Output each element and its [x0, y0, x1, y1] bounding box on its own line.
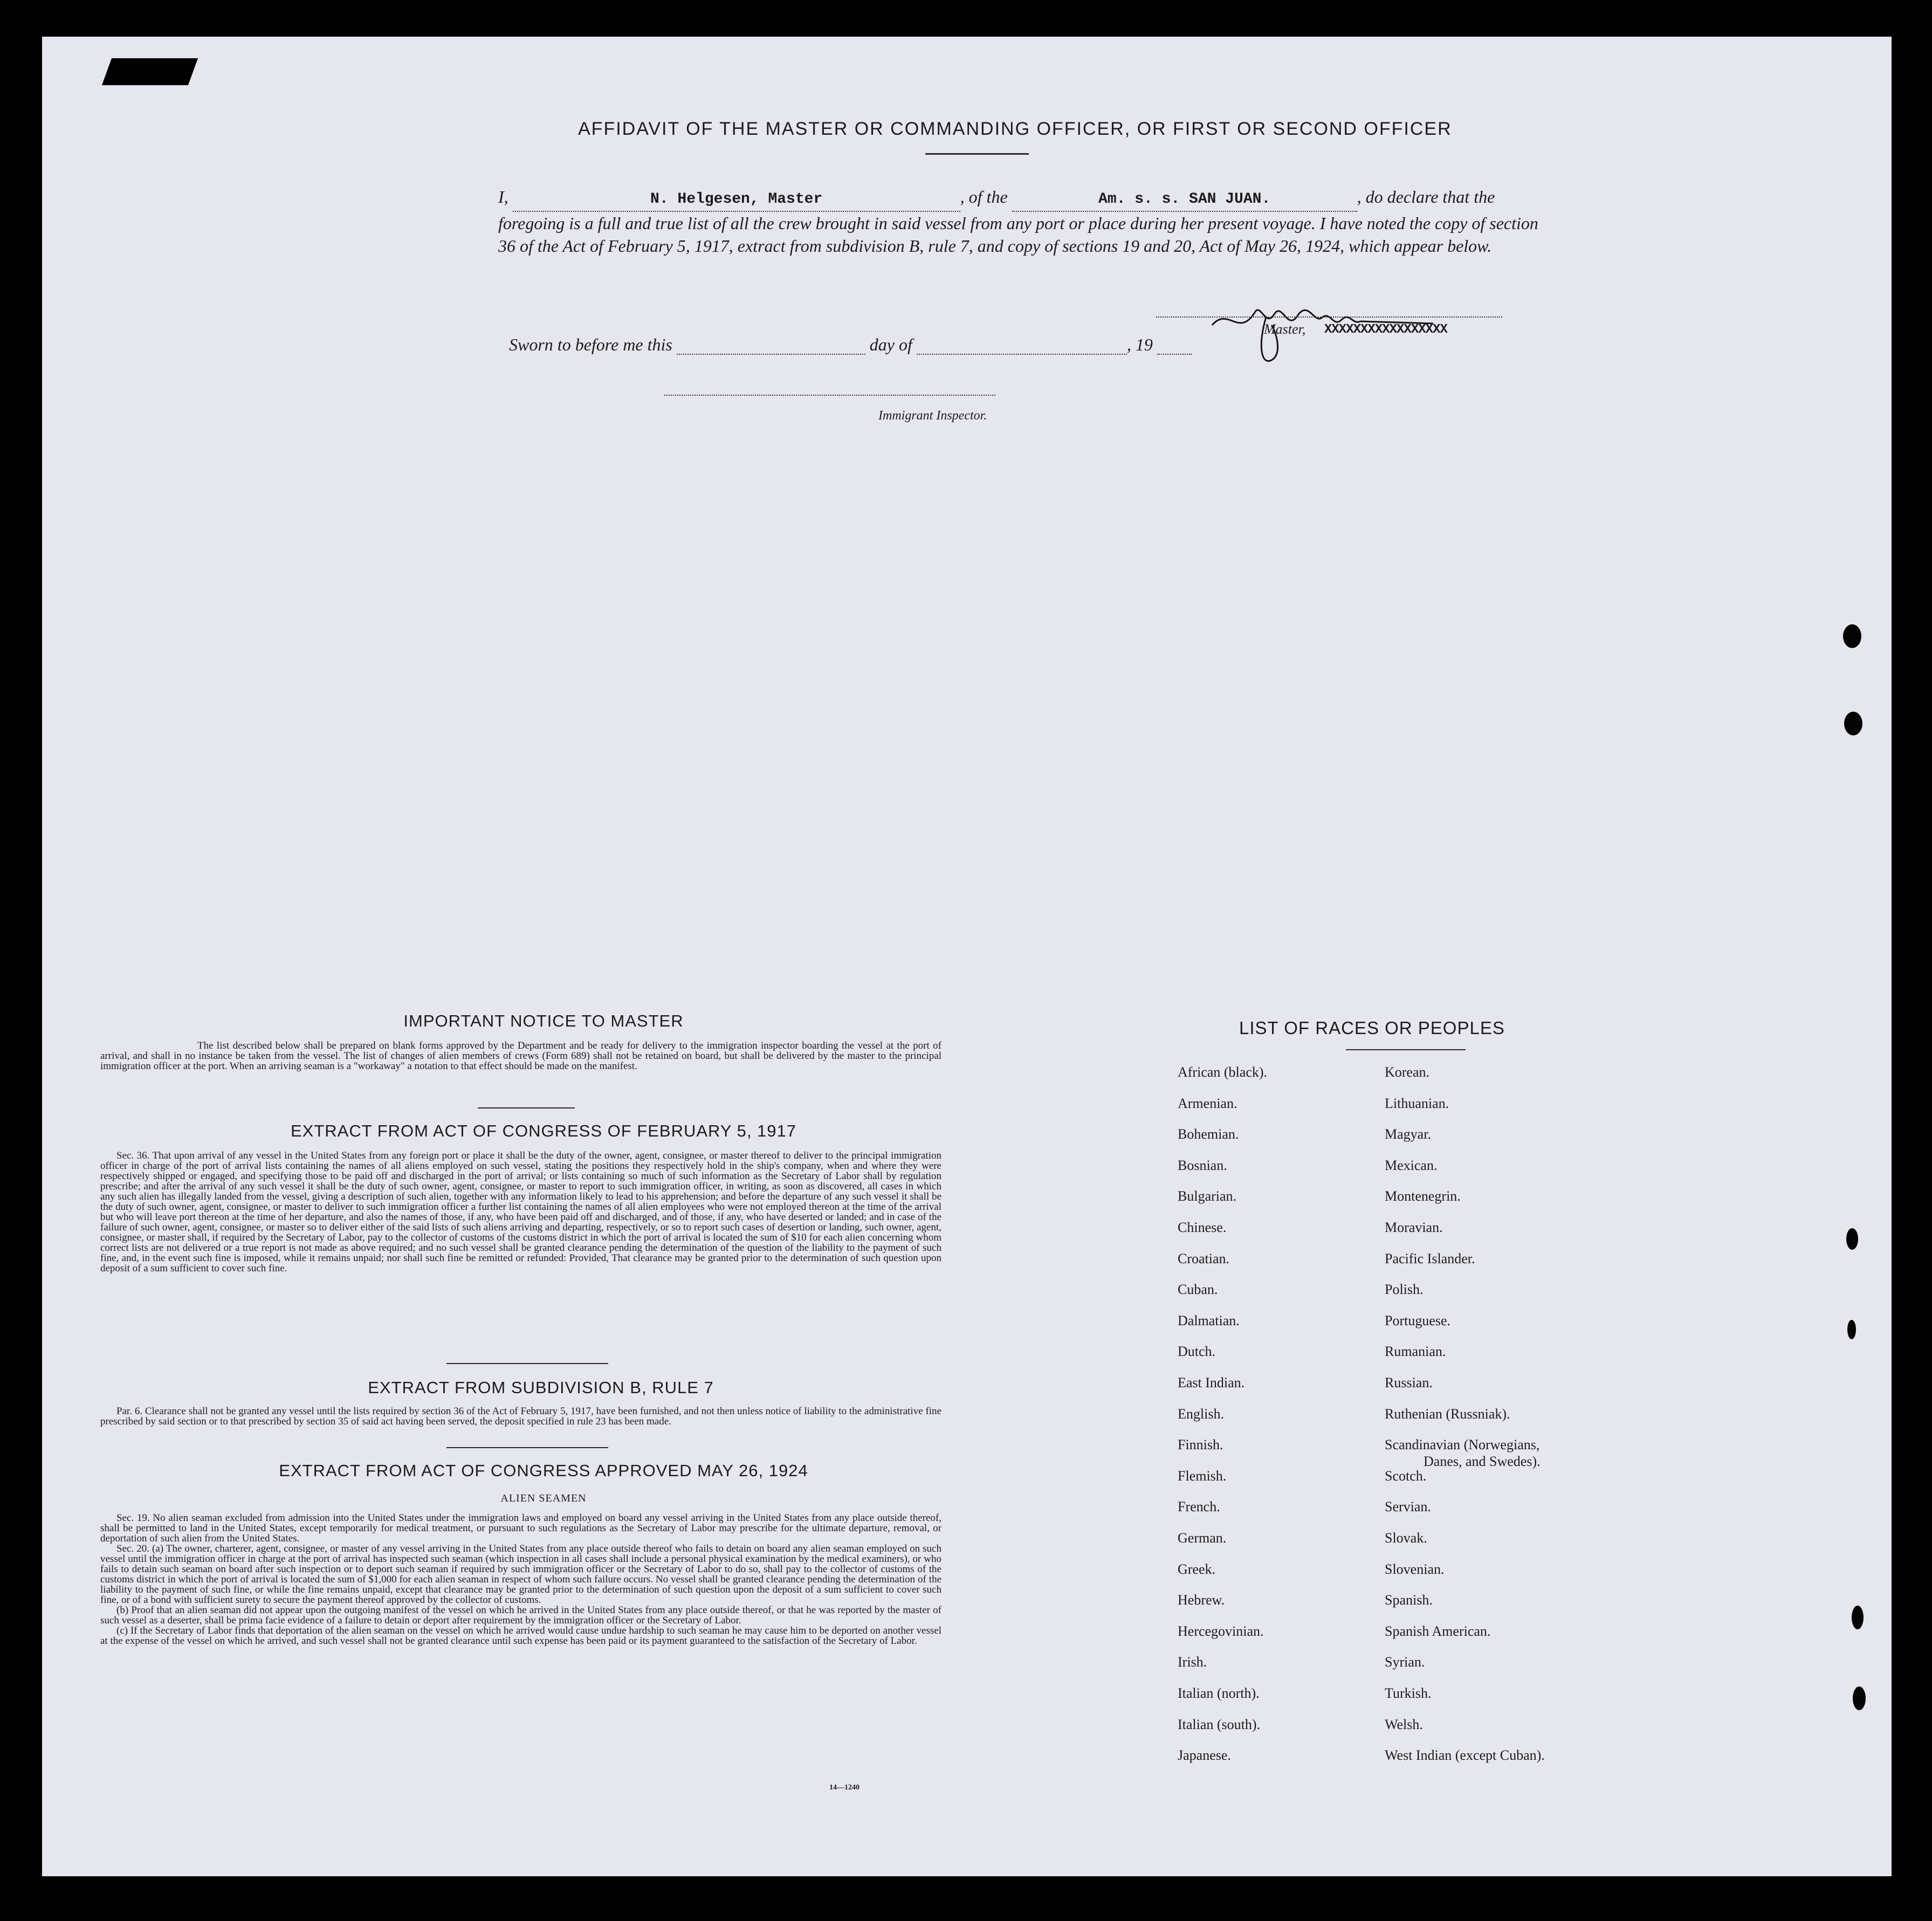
- signature-line: [1156, 316, 1502, 319]
- race-left-item: Croatian.: [1178, 1251, 1230, 1266]
- punch-hole: [1846, 1228, 1858, 1250]
- form-number: 14—1240: [829, 1784, 860, 1792]
- race-right-item: Welsh.: [1385, 1717, 1423, 1732]
- race-right-item: Scotch.: [1385, 1468, 1427, 1484]
- punch-hole: [1844, 712, 1862, 735]
- race-right-item: Turkish.: [1385, 1685, 1432, 1701]
- year-prefix: , 19: [1126, 335, 1153, 354]
- extract-rule7-text: Par. 6. Clearance shall not be granted any vessel until the lists required by section 36 of the Act of February 5, 1917, have been furnished, and not then unless notice of liability to the administrative fine prescribed by said section or to that prescribed by section 35 of said act having been served, the deposit specified in rule 23 has been made.: [100, 1406, 941, 1427]
- notice-text: The list described below shall be prepared on blank forms approved by the Department and be ready for delivery to the immigration inspector boarding the vessel at the port of arrival, and shall in no instance be taken from the vessel. The list of changes of alien members of crews (Form 689) shall not be retained on board, but shall be delivered by the master to the principal immigration officer at the port. When an arriving seaman is a "workaway" a notation to that effect should be made on the manifest.: [100, 1040, 941, 1072]
- race-left-item: Greek.: [1178, 1561, 1216, 1577]
- divider: [446, 1363, 608, 1364]
- punch-hole: [1853, 1686, 1866, 1710]
- race-left-item: Italian (south).: [1178, 1717, 1261, 1732]
- race-right-item: Magyar.: [1385, 1126, 1431, 1142]
- section-20b-text: (b) Proof that an alien seaman did not appear upon the outgoing manifest of the vessel on which he arrived in the United States from any place outside thereof, or that he was reported by the master of such vessel as a deserter, shall be prima facie evidence of a failure to detain or deport after requirement by the immigration officer or the Secretary of Labor.: [100, 1605, 941, 1626]
- sworn-line: [509, 335, 1192, 355]
- of-the-label: , of the: [960, 187, 1008, 206]
- divider: [478, 1107, 575, 1108]
- race-right-item: Rumanian.: [1385, 1344, 1446, 1359]
- divider: [446, 1447, 608, 1448]
- declaration-body: that the foregoing is a full and true list of all the crew brought in said vessel from any port or place during her present voyage. I have noted the copy of section 36 of the Act of February 5, 1917, extract from subdivision B, rule 7, and copy of sections 19 and 20, Act of May 26, 1924, which appear below.: [498, 187, 1538, 256]
- notice-title: IMPORTANT NOTICE TO MASTER: [403, 1011, 684, 1030]
- i-label: I,: [498, 187, 508, 206]
- extract-1924-title: EXTRACT FROM ACT OF CONGRESS APPROVED MAY 26, 1924: [279, 1461, 808, 1480]
- race-right-item: Spanish American.: [1385, 1623, 1491, 1639]
- punch-hole: [1852, 1606, 1864, 1629]
- race-left-item: English.: [1178, 1406, 1224, 1422]
- master-name-field[interactable]: N. Helgesen, Master: [513, 188, 960, 212]
- race-right-item: Moravian.: [1385, 1220, 1443, 1235]
- race-left-item: Bohemian.: [1178, 1126, 1239, 1142]
- race-left-item: Irish.: [1178, 1654, 1207, 1670]
- race-left-item: Italian (north).: [1178, 1685, 1260, 1701]
- race-right-item: Servian.: [1385, 1499, 1431, 1514]
- race-scandinavian-continued: Danes, and Swedes).: [1424, 1454, 1541, 1469]
- race-right-item: Russian.: [1385, 1375, 1433, 1390]
- race-left-item: Dutch.: [1178, 1344, 1216, 1359]
- race-left-item: Finnish.: [1178, 1437, 1223, 1452]
- inspector-signature-line: [664, 395, 995, 396]
- document-page: [42, 37, 1892, 1876]
- race-right-item: Syrian.: [1385, 1654, 1425, 1670]
- race-left-item: Bosnian.: [1178, 1158, 1227, 1173]
- race-right-item: Lithuanian.: [1385, 1096, 1449, 1111]
- title-divider: [925, 153, 1029, 155]
- race-left-item: Flemish.: [1178, 1468, 1227, 1484]
- punch-hole: [1847, 1320, 1856, 1339]
- race-left-item: African (black).: [1178, 1064, 1268, 1080]
- section-20a-text: Sec. 20. (a) The owner, charterer, agent, consignee, or master of any vessel arriving in the United States from any place outside thereof who fails to detain on board any alien seaman employed on such vessel until the immigration officer in charge at the port of arrival has inspected such seaman (which inspection in all cases shall include a personal physical examination by the medical examiners), or who fails to detain such seaman on board after such inspection or to deport such seaman if required by such immigration officer or the Secretary of Labor to do so, shall pay to the collector of customs of the customs district in which the port of arrival is located the sum of $1,000 for each alien seaman in respect of whom such failure occurs. No vessel shall be granted clearance pending the determination of the liability to the payment of such fine, or while the fine remains unpaid, except that clearance may be granted prior to the determination of such question upon the deposit of a sum sufficient to cover such fine, or of a bond with sufficient surety to secure the payment thereof approved by the collector of customs.: [100, 1543, 941, 1606]
- race-right-item: West Indian (except Cuban).: [1385, 1747, 1545, 1763]
- race-left-item: East Indian.: [1178, 1375, 1245, 1390]
- race-right-item: Slovak.: [1385, 1530, 1427, 1546]
- race-right-item: Portuguese.: [1385, 1313, 1451, 1328]
- extract-1917-title: EXTRACT FROM ACT OF CONGRESS OF FEBRUARY 5, 1917: [290, 1121, 797, 1140]
- race-left-item: Hercegovinian.: [1178, 1623, 1264, 1639]
- race-left-item: Cuban.: [1178, 1282, 1218, 1297]
- struck-title-text: XXXXXXXXXXXXXXXXX: [1324, 322, 1447, 337]
- race-right-item: Spanish.: [1385, 1592, 1433, 1608]
- extract-rule7-title: EXTRACT FROM SUBDIVISION B, RULE 7: [368, 1378, 714, 1397]
- do-declare-label: , do declare: [1357, 187, 1439, 206]
- race-left-item: Dalmatian.: [1178, 1313, 1240, 1328]
- extract-1924-text: [100, 1513, 941, 1646]
- day-of-label: day of: [869, 335, 912, 354]
- race-right-item: Ruthenian (Russniak).: [1385, 1406, 1510, 1422]
- race-right-item: Mexican.: [1385, 1158, 1438, 1173]
- race-right-item: Korean.: [1385, 1064, 1430, 1080]
- race-left-item: Hebrew.: [1178, 1592, 1225, 1608]
- declaration-paragraph: [498, 185, 1539, 257]
- sworn-year-field[interactable]: [1157, 339, 1192, 355]
- race-right-item: Montenegrin.: [1385, 1188, 1461, 1204]
- race-left-item: Japanese.: [1178, 1747, 1231, 1763]
- vessel-name-field[interactable]: Am. s. s. SAN JUAN.: [1012, 188, 1357, 212]
- races-divider: [1346, 1049, 1466, 1050]
- race-left-item: French.: [1178, 1499, 1220, 1514]
- race-left-item: Chinese.: [1178, 1220, 1227, 1235]
- race-right-item: Polish.: [1385, 1282, 1424, 1297]
- race-right-item: Pacific Islander.: [1385, 1251, 1475, 1266]
- section-20c-text: (c) If the Secretary of Labor finds that deportation of the alien seaman on the vessel on which he arrived would cause undue hardship to such seaman he may cause him to be deported on another vessel at the expense of the vessel on which he arrived, and such vessel shall not be granted clearance until such expense has been paid or its payment guaranteed to the satisfaction of the Secretary of Labor.: [100, 1625, 941, 1647]
- punch-hole: [1843, 624, 1861, 648]
- extract-1917-text: Sec. 36. That upon arrival of any vessel in the United States from any foreign port or place it shall be the duty of the owner, agent, consignee, or master thereof to deliver to the principal immigration officer in charge of the port of arrival lists containing the names of all aliens employed on such vessel, stating the positions they respectively hold in the ship's company, when and where they were respectively shipped or engaged, and specifying those to be paid off and discharged in the port of arrival; or lists containing so much of such information as the Secretary of Labor shall by regulation prescribe; and after the arrival of any such vessel it shall be the duty of such owner, agent, consignee, or master to report to such immigration officer, in writing, as soon as discovered, all cases in which any such alien has illegally landed from the vessel, giving a description of such alien, together with any information likely to lead to his apprehension; and before the departure of any such vessel it shall be the duty of such owner, agent, consignee, or master to deliver to such immigration officer a further list containing the names of all alien employees who were not employed thereon at the time of the arrival but who will leave port thereon at the time of her departure, and also the names of those, if any, who have been paid off and discharged, and of those, if any, who have deserted or landed; and in case of the failure of such owner, agent, consignee, or master so to deliver either of the said lists of such aliens arriving and departing, respectively, or so to report such cases of desertion or landing, such owner, agent, consignee, or master shall, if required by the Secretary of Labor, pay to the collector of customs of the customs district in which the port of arrival is located the sum of $10 for each alien concerning whom correct lists are not delivered or a true report is not made as above required; and no such vessel shall be granted clearance pending the determination of the question of the liability to the payment of such fine, and, in the event such fine is imposed, while it remains unpaid; nor shall such fine be remitted or refunded: Provided, That clearance may be granted prior to the determination of such question upon deposit of a sum sufficient to cover such fine.: [100, 1150, 941, 1274]
- master-label: Master,: [1264, 321, 1306, 337]
- race-left-item: Armenian.: [1178, 1096, 1237, 1111]
- sworn-day-field[interactable]: [677, 339, 865, 355]
- race-right-item: Scandinavian (Norwegians,: [1385, 1437, 1540, 1452]
- affidavit-title: AFFIDAVIT OF THE MASTER OR COMMANDING OFFICER, OR FIRST OR SECOND OFFICER: [578, 119, 1452, 139]
- race-left-item: Bulgarian.: [1178, 1188, 1237, 1204]
- sworn-month-field[interactable]: [917, 339, 1127, 355]
- alien-seamen-subtitle: ALIEN SEAMEN: [500, 1492, 587, 1504]
- scan-corner-artifact: [102, 58, 198, 85]
- race-right-item: Slovenian.: [1385, 1561, 1445, 1577]
- section-19-text: Sec. 19. No alien seaman excluded from admission into the United States under the immigration laws and employed on board any vessel arriving in the United States from any place outside thereof, shall be permitted to land in the United States, except temporarily for medical treatment, or pursuant to such regulations as the Secretary of Labor may prescribe for the ultimate departure, removal, or deportation of such alien from the United States.: [100, 1512, 941, 1544]
- inspector-label: Immigrant Inspector.: [878, 409, 987, 423]
- race-left-item: German.: [1178, 1530, 1227, 1546]
- races-title: LIST OF RACES OR PEOPLES: [1239, 1018, 1505, 1038]
- sworn-label: Sworn to before me this: [509, 335, 672, 354]
